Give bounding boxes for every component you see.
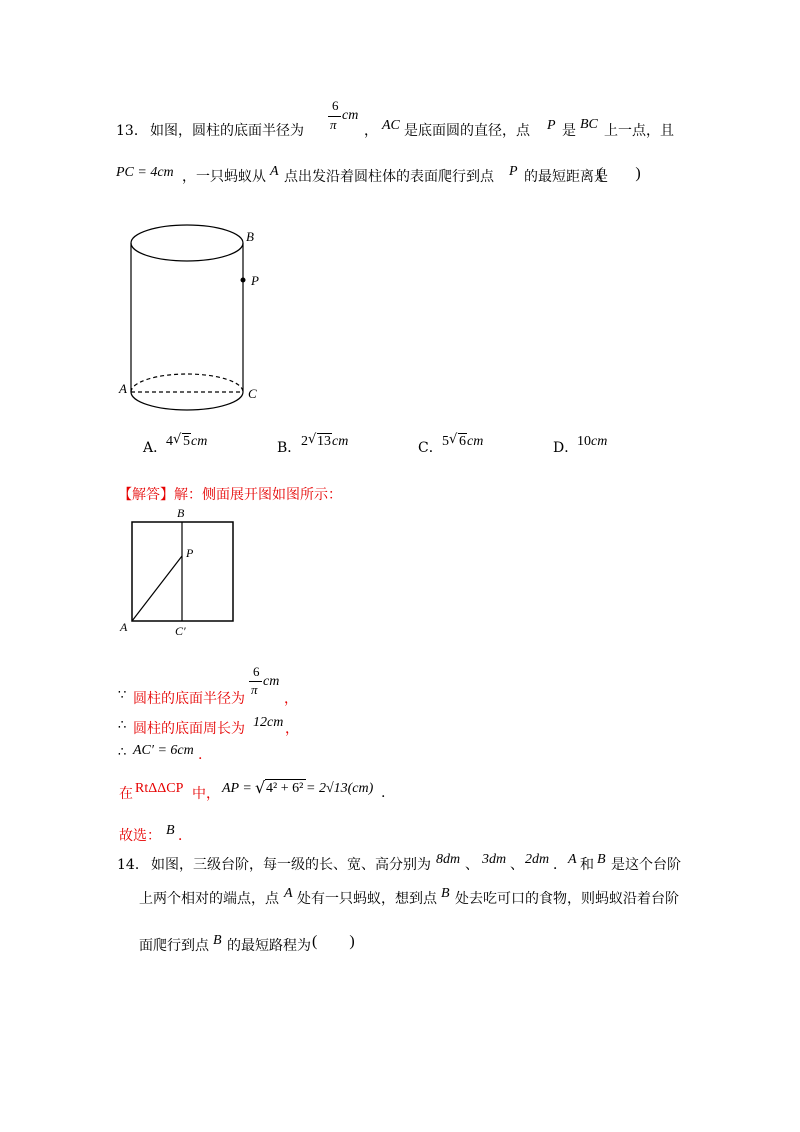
question-text: 处有一只蚂蚁，想到点 bbox=[297, 891, 437, 907]
point-label-P: P bbox=[186, 546, 194, 560]
question-text: 如图，圆柱的底面半径为 bbox=[150, 123, 304, 139]
option-radicand: 5 bbox=[183, 434, 190, 449]
dimension-length: 8dm bbox=[436, 852, 461, 867]
answer-paren: ( ) bbox=[598, 165, 641, 182]
solution-text: 圆柱的底面半径为 bbox=[133, 691, 245, 707]
math-expression: AC′ = 6cm bbox=[133, 743, 194, 758]
option-key: B． bbox=[277, 440, 302, 456]
solution-text: 圆柱的底面周长为 bbox=[133, 721, 245, 737]
math-A: A bbox=[568, 852, 577, 867]
option-unit: cm bbox=[591, 434, 608, 449]
math-A: A bbox=[270, 164, 279, 179]
question-text: 是 bbox=[562, 123, 576, 139]
option-coef: 5 bbox=[442, 434, 449, 449]
question-text: 的最短路程为 bbox=[227, 938, 311, 954]
fraction-denominator: π bbox=[330, 117, 337, 132]
math-expression: AP = bbox=[222, 781, 252, 796]
point-label-B: B bbox=[177, 506, 185, 520]
sqrt-sign: √ bbox=[173, 432, 182, 447]
option-unit: cm bbox=[191, 434, 208, 449]
question-text: 上两个相对的端点，点 bbox=[139, 891, 279, 907]
question-text: 处去吃可口的食物，则蚂蚁沿着台阶 bbox=[455, 891, 679, 907]
question-number: 13． bbox=[116, 123, 148, 139]
point-label-A: A bbox=[120, 620, 128, 634]
math-PC: PC = 4cm bbox=[116, 165, 174, 180]
math-AC: AC bbox=[382, 118, 400, 133]
question-text: 点出发沿着圆柱体的表面爬行到点 bbox=[284, 169, 494, 185]
option-radicand: 6 bbox=[459, 434, 466, 449]
punct: ， bbox=[284, 691, 298, 707]
math-P: P bbox=[509, 164, 518, 179]
sqrt-bar bbox=[265, 779, 306, 780]
option-coef: 4 bbox=[166, 434, 173, 449]
therefore-symbol: ∴ bbox=[118, 745, 127, 760]
unit: cm bbox=[263, 674, 280, 689]
solution-header: 【解答】解：侧面展开图如图所示： bbox=[118, 487, 342, 503]
question-number: 14． bbox=[117, 857, 149, 873]
unit: cm bbox=[342, 108, 359, 123]
answer-value: B bbox=[166, 823, 175, 838]
math-B: B bbox=[597, 852, 606, 867]
fraction-numerator: 6 bbox=[253, 664, 260, 679]
option-key: A． bbox=[143, 440, 168, 456]
punct: ， bbox=[285, 721, 299, 737]
option-key: D． bbox=[553, 440, 579, 456]
math-P: P bbox=[547, 118, 556, 133]
question-text: 上一点，且 bbox=[604, 123, 674, 139]
question-text: 是底面圆的直径，点 bbox=[404, 123, 530, 139]
point-label-C-prime: C′ bbox=[175, 624, 186, 638]
triangle-name: RtΔΔCP bbox=[135, 781, 184, 796]
option-coef: 2 bbox=[301, 434, 308, 449]
math-expression: = 2√13(cm) bbox=[306, 781, 374, 796]
answer-paren: ( ) bbox=[312, 933, 355, 950]
option-unit: cm bbox=[467, 434, 484, 449]
question-text: ，一只蚂蚁从 bbox=[182, 169, 266, 185]
option-unit: cm bbox=[332, 434, 349, 449]
dimension-width: 3dm bbox=[482, 852, 507, 867]
point-label-C: C bbox=[248, 386, 257, 401]
math-A: A bbox=[284, 886, 293, 901]
question-text: 面爬行到点 bbox=[139, 938, 209, 954]
point-label-B: B bbox=[246, 229, 254, 244]
answer-label: 故选： bbox=[119, 828, 161, 844]
math-BC: BC bbox=[580, 117, 598, 132]
dimension-height: 2dm bbox=[525, 852, 550, 867]
because-symbol: ∵ bbox=[118, 688, 127, 703]
therefore-symbol: ∴ bbox=[118, 718, 127, 733]
punct: ， bbox=[364, 123, 378, 139]
punct: 、 bbox=[510, 857, 524, 873]
solution-value: 12cm bbox=[253, 715, 284, 730]
option-key: C． bbox=[418, 440, 443, 456]
option-coef: 10 bbox=[577, 434, 591, 449]
solution-text: 在 bbox=[119, 786, 133, 802]
option-radicand: 13 bbox=[317, 434, 331, 449]
question-text: 是这个台阶 bbox=[611, 857, 681, 873]
question-text: 和 bbox=[580, 857, 594, 873]
unrolled-figure bbox=[115, 505, 240, 640]
fraction-denominator: π bbox=[251, 682, 258, 697]
sqrt-sign: √ bbox=[308, 432, 317, 447]
math-B: B bbox=[213, 933, 222, 948]
cylinder-figure bbox=[110, 220, 280, 430]
punct: ． bbox=[178, 828, 192, 844]
question-text: 如图，三级台阶，每一级的长、宽、高分别为 bbox=[151, 857, 431, 873]
radicand: 4² + 6² bbox=[266, 781, 304, 796]
question-text: 的最短距离是 bbox=[524, 169, 608, 185]
punct: ． bbox=[553, 857, 567, 873]
punct: . bbox=[198, 747, 203, 763]
sqrt-sign: √ bbox=[255, 778, 266, 797]
point-label-A: A bbox=[119, 381, 127, 396]
punct: . bbox=[381, 785, 386, 801]
point-label-P: P bbox=[251, 273, 259, 288]
sqrt-sign: √ bbox=[449, 432, 458, 447]
solution-text: 中， bbox=[192, 786, 220, 802]
math-B: B bbox=[441, 886, 450, 901]
fraction-numerator: 6 bbox=[332, 98, 339, 113]
punct: 、 bbox=[465, 857, 479, 873]
